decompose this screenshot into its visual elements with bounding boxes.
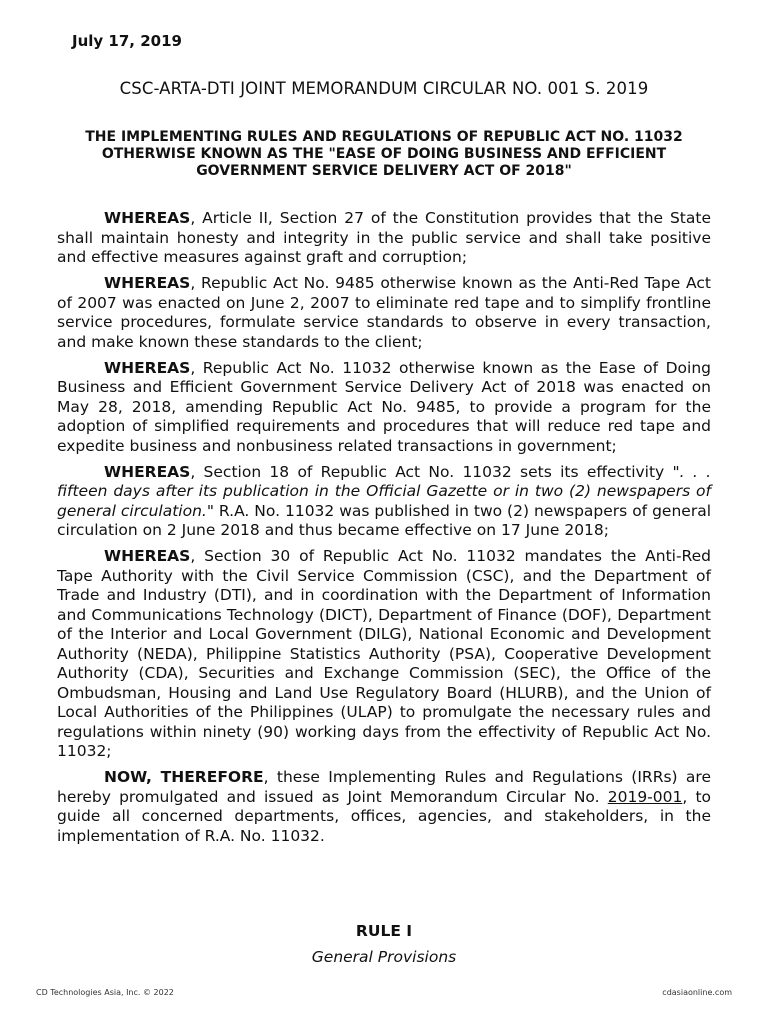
document-body (57, 209, 711, 853)
now-therefore-paragraph (57, 768, 711, 846)
whereas-paragraph-4 (57, 463, 711, 541)
circular-number-link[interactable]: 2019-001 (607, 787, 683, 806)
paragraph-text: , Article II, Section 27 of the Constitution provides that the State shall maintain honesty and integrity in the public service and shall take positive and effective measures against graft and corruption; (57, 209, 711, 266)
footer-copyright: CD Technologies Asia, Inc. © 2022 (36, 988, 174, 997)
paragraph-text-continued: , to guide all concerned departments, offices, agencies, and stakeholders, in the implementation of R.A. No. 11032. (57, 787, 712, 845)
quoted-provision: ". . . fifteen days after its publication in the Official Gazette or in two (2) newspapers of general circulation." (57, 462, 712, 520)
paragraph-text: , Section 18 of Republic Act No. 11032 sets its effectivity (190, 462, 673, 481)
paragraph-lead: WHEREAS (104, 274, 191, 292)
paragraph-lead: WHEREAS (104, 358, 191, 377)
paragraph-lead: WHEREAS (104, 547, 191, 565)
paragraph-text: , these Implementing Rules and Regulations (IRRs) are hereby promulgated and issued as Joint Memorandum Circular No. (57, 768, 711, 806)
paragraph-lead: WHEREAS (104, 209, 191, 227)
rule-subheading: General Provisions (311, 948, 457, 966)
footer-site-link[interactable]: cdasiaonline.com (662, 988, 732, 997)
whereas-paragraph-3 (57, 359, 711, 457)
whereas-paragraph-5 (57, 547, 711, 762)
paragraph-text: , Section 30 of Republic Act No. 11032 mandates the Anti-Red Tape Authority with the Civil Service Commission (CSC), and the Department of Trade and Industry (DTI), and in coordination with the Department of Information and Communications Technology (DICT), Department of Finance (DOF), Department of the Interior and Local Government (DILG), National Economic and Development Authority (NEDA), Philippine Statistics Authority (PSA), Cooperative Development Authority (CDA), Securities and Exchange Commission (SEC), the Office of the Ombudsman, Housing and Land Use Regulatory Board (HLURB), and the Union of Local Authorities of the Philippines (ULAP) to promulgate the necessary rules and regulations within ninety (90) working days from the effectivity of Republic Act No. 11032; (57, 547, 711, 760)
document-subtitle: THE IMPLEMENTING RULES AND REGULATIONS OF REPUBLIC ACT NO. 11032 OTHERWISE KNOWN AS THE "EASE OF DOING BUSINESS AND EFFICIENT GOVERNMENT SERVICE DELIVERY ACT OF 2018" (85, 129, 683, 179)
paragraph-text: , Republic Act No. 11032 otherwise known as the Ease of Doing Business and Efficient Government Service Delivery Act of 2018 was enacted on May 28, 2018, amending Republic Act No. 9485, to provide a program for the adoption of simplified requirements and procedures that will reduce red tape and expedite business and nonbusiness related transactions in government; (57, 358, 711, 455)
document-date: July 17, 2019 (72, 32, 182, 50)
document-title: CSC-ARTA-DTI JOINT MEMORANDUM CIRCULAR NO. 001 S. 2019 (119, 79, 649, 98)
whereas-paragraph-1 (57, 209, 711, 268)
paragraph-text: , Republic Act No. 9485 otherwise known as the Anti-Red Tape Act of 2007 was enacted on June 2, 2007 to eliminate red tape and to simplify frontline service procedures, formulate service standards to observe in every transaction, and make known these standards to the client; (57, 274, 711, 351)
paragraph-lead: WHEREAS (104, 462, 191, 481)
rule-heading: RULE I (355, 922, 413, 940)
paragraph-text-continued: R.A. No. 11032 was published in two (2) newspapers of general circulation on 2 June 2018 and thus became effective on 17 June 2018; (57, 501, 711, 539)
whereas-paragraph-2 (57, 274, 711, 352)
paragraph-lead: NOW, THEREFORE (104, 768, 264, 786)
